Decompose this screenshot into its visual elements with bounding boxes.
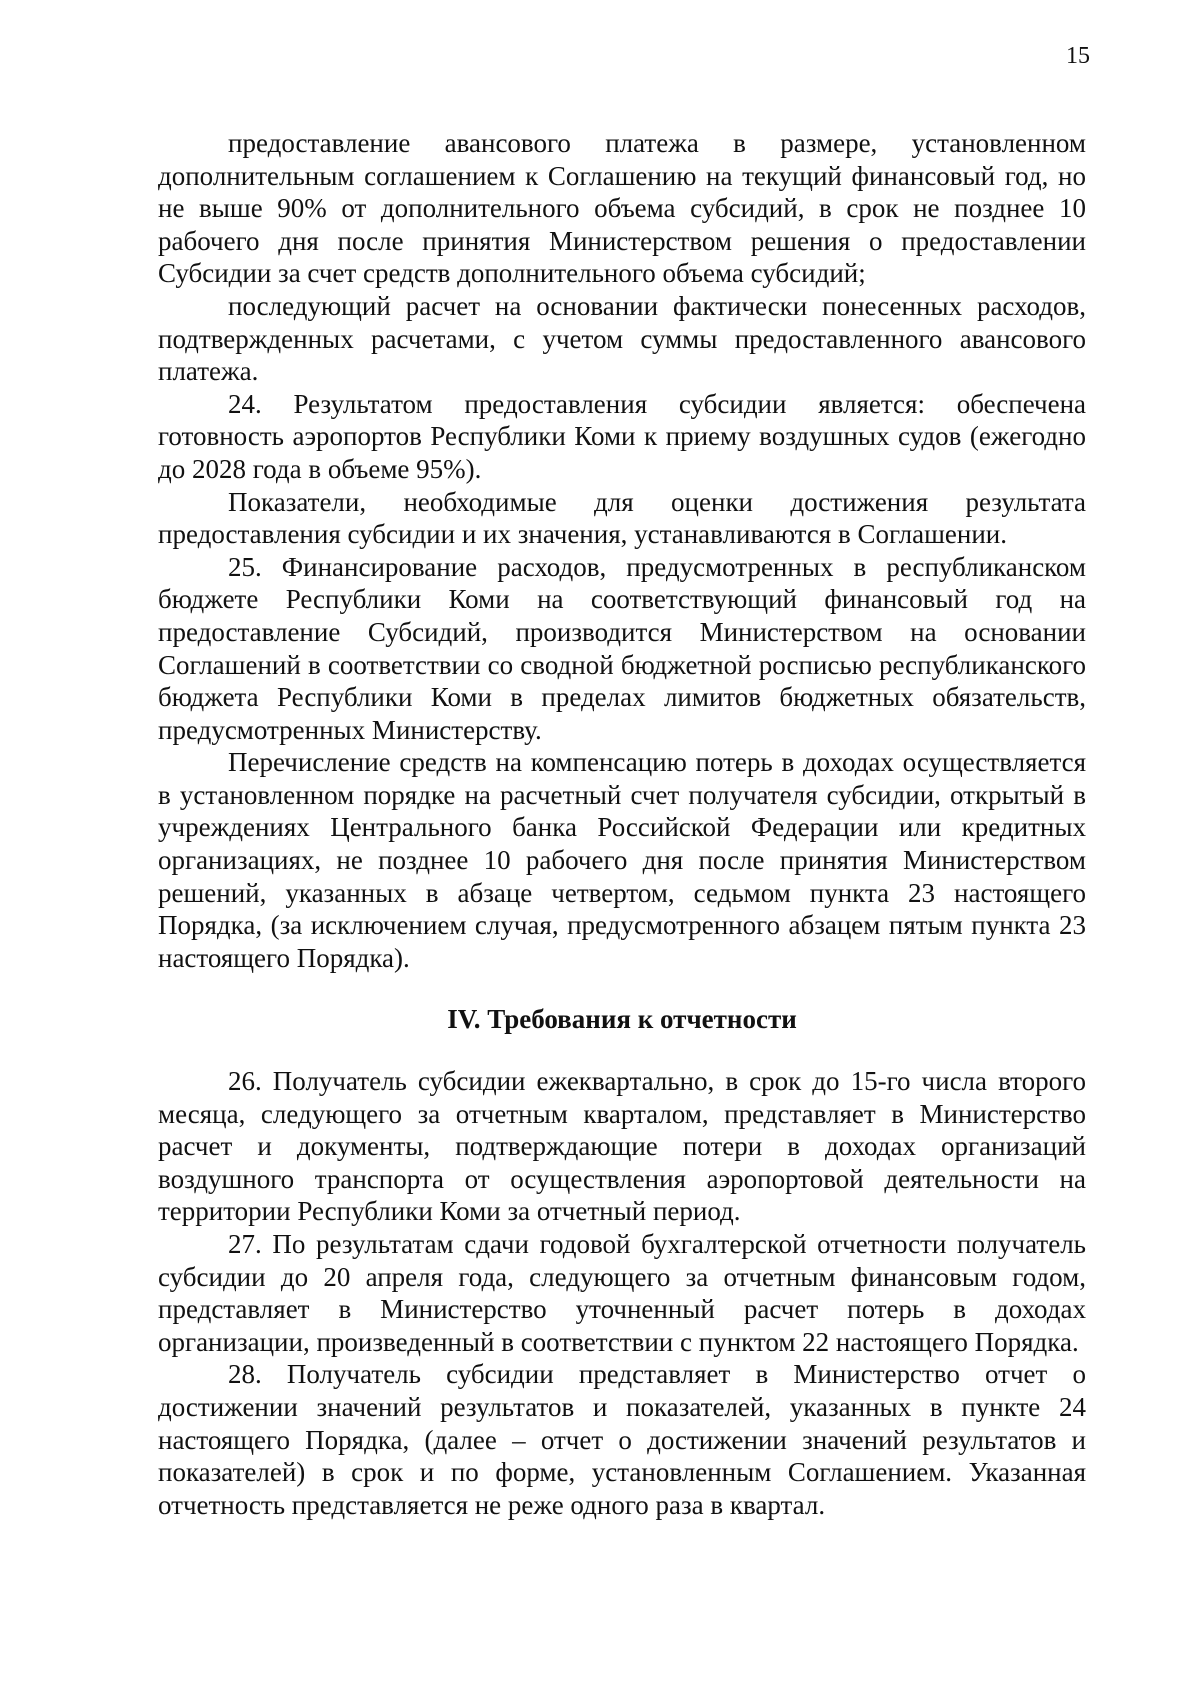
paragraph-transfer-funds: Перечисление средств на компенсацию потерь в доходах осуществляется в установленном порядке на расчетный счет получателя субсидии, открытый в учреждениях Центрального банка Российской Федерации или кредитных организациях, не позднее 10 рабочего дня после принятия Министерством решений, указанных в абзаце четвертом, седьмом пункта 23 настоящего Порядка, (за исключением случая, предусмотренного абзацем пятым пункта 23 настоящего Порядка). (158, 747, 1086, 973)
section-heading: IV. Требования к отчетности (447, 1004, 797, 1035)
document-body (158, 127, 1086, 1521)
paragraph-indicators: Показатели, необходимые для оценки достижения результата предоставления субсидии и их значения, устанавливаются в Соглашении. (158, 486, 1086, 550)
paragraph-item-26: 26. Получатель субсидии ежеквартально, в срок до 15-го числа второго месяца, следующего за отчетным кварталом, представляет в Министерство расчет и документы, подтверждающие потери в доходах организаций воздушного транспорта от осуществления аэропортовой деятельности на территории Республики Коми за отчетный период. (158, 1066, 1086, 1227)
page-number: 15 (1066, 43, 1090, 69)
paragraph-item-27: 27. По результатам сдачи годовой бухгалтерской отчетности получатель субсидии до 20 апреля года, следующего за отчетным финансовым годом, представляет в Министерство уточненный расчет потерь в доходах организации, произведенный в соответствии с пунктом 22 настоящего Порядка. (158, 1229, 1086, 1357)
paragraph-item-24: 24. Результатом предоставления субсидии является: обеспечена готовность аэропортов Республики Коми к приему воздушных судов (ежегодно до 2028 года в объеме 95%). (158, 388, 1086, 484)
paragraph-item-25: 25. Финансирование расходов, предусмотренных в республиканском бюджете Республики Коми на соответствующий финансовый год на предоставление Субсидий, производится Министерством на основании Соглашений в соответствии со сводной бюджетной росписью республиканского бюджета Республики Коми в пределах лимитов бюджетных обязательств, предусмотренных Министерству. (158, 551, 1086, 745)
paragraph-subsequent-calculation: последующий расчет на основании фактически понесенных расходов, подтвержденных расчетами, с учетом суммы предоставленного авансового платежа. (158, 290, 1086, 387)
paragraph-advance-payment: предоставление авансового платежа в размере, установленном дополнительным соглашением к Соглашению на текущий финансовый год, но не выше 90% от дополнительного объема субсидий, в срок не позднее 10 рабочего дня после принятия Министерством решения о предоставлении Субсидии за счет средств дополнительного объема субсидий; (158, 128, 1086, 289)
paragraph-item-28: 28. Получатель субсидии представляет в Министерство отчет о достижении значений результатов и показателей, указанных в пункте 24 настоящего Порядка, (далее – отчет о достижении значений результатов и показателей) в срок и по форме, установленным Соглашением. Указанная отчетность представляется не реже одного раза в квартал. (158, 1359, 1086, 1520)
